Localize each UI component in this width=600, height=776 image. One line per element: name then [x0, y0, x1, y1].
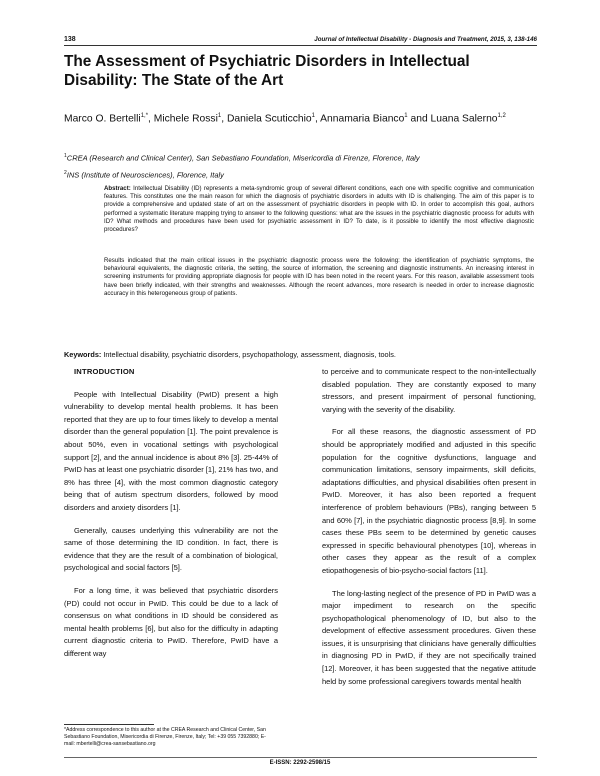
author-affiliation-mark: 1,* — [140, 113, 149, 119]
left-column — [64, 366, 278, 670]
page-number: 138 — [64, 36, 76, 43]
author-name: Marco O. Bertelli — [64, 113, 141, 125]
author-affiliation-mark: 1,2 — [497, 113, 506, 119]
abstract-paragraph-2: Results indicated that the main critical issues in the psychiatric diagnostic process were the following: the identification of psychiatric symptoms, the behavioural equivalents, the diagnostic criteria, the setting, the source of information, the screening and diagnostic instruments. An increasing interest in screening instruments for providing appropriate diagnosis for people with ID has been noted in the recent years. For this reason, available assessment tools have been briefly indicated, with their strengths and weaknesses. Although the recent advances, more research is needed in order to increase diagnostic accuracy in this heterogeneous group of patients. — [104, 257, 534, 297]
author-name: Michele Rossi — [153, 113, 218, 125]
body-paragraph: The long-lasting neglect of the presence of PD in PwID was a major impediment to research on the specific psychopathological phenomenology of ID, but also to the development of effective assessment procedures. Given these issues, it is unsurprising that clinicians have generally difficulties in diagnosing PD in PwID, if they are not specifically trained [12]. Moreover, it has been suggested that the negative attitude held by some professional caregivers towards mental health — [322, 588, 536, 686]
body-paragraph: to perceive and to communicate respect to the non-intellectually disabled population. They are constantly exposed to many stressors, and present impairment of personal functioning, varying with the severity of the disability. — [322, 367, 536, 414]
body-paragraph: Generally, causes underlying this vulnerability are not the same of those determining the ID condition. In fact, there is evidence that they are the result of a combination of biological, psychological and social factors [5]. — [64, 525, 278, 573]
abstract-paragraph-1: Abstract: Intellectual Disability (ID) represents a meta-syndromic group of several different conditions, each one with specific cognitive and communication features. This constitutes one the main reason for which the diagnosis of psychiatric disorders in adults with ID is challenging. The aim of this paper is to provide a comprehensive and updated state of art on the assessment of psychiatric disorders in people with ID. In order to accomplish this goal, authors performed a systematic literature mapping trying to answer to the following questions: what are the issues in the psychiatric diagnostic process for adults with ID? What methods and procedures have been used for psychiatric assessment in ID? To date, is it possible to identify the most effective diagnostic procedures? — [104, 185, 534, 234]
affiliation-1: $^1$CREA (Research and Clinical Center), San Sebastiano Foundation, Misericordia di Firenze, Florence, Italy — [64, 153, 420, 163]
author-affiliation-mark: 1 — [404, 113, 408, 119]
author-name: Annamaria Bianco — [320, 113, 405, 125]
correspondence-footnote: *Address correspondence to this author at the CREA Research and Clinical Center, San Sebastiano Foundation, Misericordia di Firenze, Firenze, Italy; Tel: +39 055 7392880; E-mail: mbertelli@crea-sansebastiano.org — [64, 727, 266, 747]
header-divider — [64, 45, 537, 46]
author-affiliation-mark: 1 — [311, 113, 315, 119]
journal-header: Journal of Intellectual Disability - Diagnosis and Treatment, 2015, 3, 138-146 — [314, 36, 537, 43]
author-name: Luana Salerno — [430, 113, 498, 125]
abstract-label: Abstract: — [104, 185, 131, 192]
footer-divider — [64, 757, 537, 758]
body-paragraph: For all these reasons, the diagnostic assessment of PD should be appropriately modified and adjusted in this specific population for the cognitive dysfunctions, language and communication limitations, sensory impairments, skill deficits, adaptations difficulties, and physical disabilities often present in PwID. Moreover, it has also been reported a frequent interference of problem behaviours (PBs), ranging between 5 and 60% [7], in the psychiatric diagnostic process [8,9]. In some cases these PBs seem to be determined by genetic causes expressed in specific behavioural phenotypes [10], whereas in other cases they appear as the result of a complex etiopathogenesis of bio-psycho-social factors [11]. — [322, 427, 536, 575]
right-column — [322, 366, 536, 698]
keywords: Keywords: Intellectual disability, psychiatric disorders, psychopathology, assessment, diagnosis, tools. — [64, 350, 396, 359]
keywords-label: Keywords: — [64, 350, 102, 359]
paper-title: The Assessment of Psychiatric Disorders in Intellectual Disability: The State of the Art — [64, 53, 470, 89]
affiliation-2: $^2$INS (Institute of Neurosciences), Florence, Italy — [64, 170, 224, 180]
author-affiliation-mark: 1 — [217, 113, 222, 119]
author-list: Marco O. Bertelli$^{1,*}$, Michele Rossi$^1$, Daniela Scuticchio$^1$, Annamaria Bianco$^1$ and Luana Salerno$^{1,2}$ — [64, 113, 506, 125]
footnote-divider — [64, 724, 154, 725]
body-paragraph: People with Intellectual Disability (PwID) present a high vulnerability to develop mental health problems. It has been reported that they are up to four times likely to develop a mental disorder than the general population [1]. The point prevalence is about 50%, even in vocational settings with psychological support [2], and the annual incidence is about 8% [3]. 25-44% of PwID has at least one psychiatric disorder [1], 21% has two, and 8% has three [4], with the most common diagnostic category being that of autism spectrum disorders, followed by mood disorders and anxiety disorders [1]. — [64, 389, 278, 512]
author-name: Daniela Scuticchio — [226, 113, 312, 125]
body-paragraph: For a long time, it was believed that psychiatric disorders (PD) could not occur in PwID. This could be due to a lack of consensus on what conditions in ID should be considered as mental health problems [6], but also for the difficulty in adapting current diagnostic criteria to PwID. Therefore, PwID have a different way — [64, 585, 278, 658]
issn-footer: E-ISSN: 2292-2598/15 — [269, 760, 331, 766]
section-heading: INTRODUCTION — [74, 367, 135, 376]
